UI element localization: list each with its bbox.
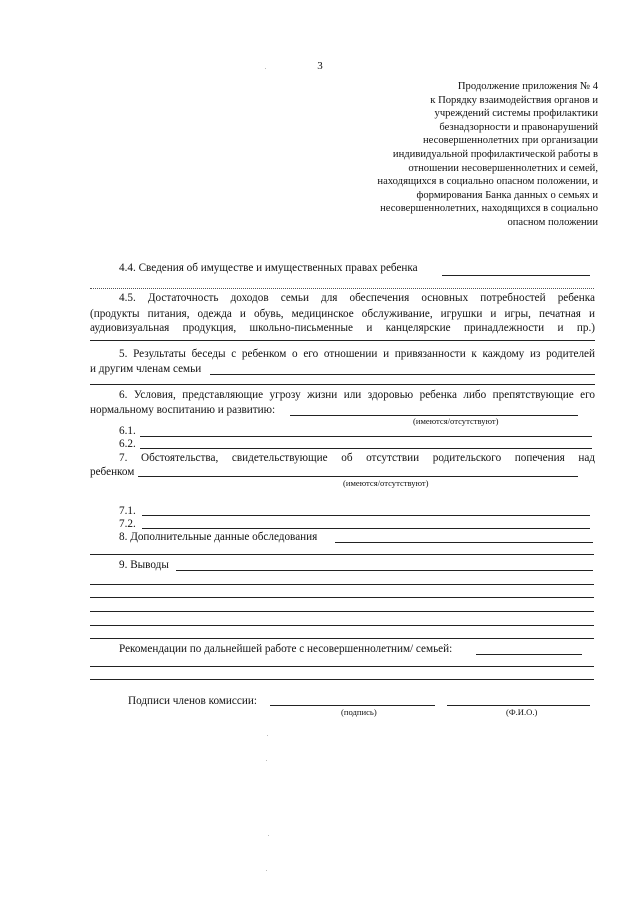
section-9-label: 9. Выводы [119,559,169,571]
page-number: 3 [317,60,323,72]
section-7-line1: 7. Обстоятельства, свидетельствующие об отсутствии родительского попечения над [119,452,595,464]
scan-speck [267,735,268,736]
section-5-line2: и другим членам семьи [90,363,202,375]
name-blank[interactable] [447,705,590,706]
header-line: к Порядку взаимодействия органов и [430,94,598,106]
section-7-caption: (имеются/отсутствуют) [343,478,429,488]
section-6-line2: нормальному воспитанию и развитию: [90,404,276,416]
header-line: опасном положении [507,216,598,228]
item-6-1-label: 6.1. [119,425,136,437]
item-7-1-label: 7.1. [119,505,136,517]
scan-speck [266,760,267,761]
item-7-2-label: 7.2. [119,518,136,530]
section-4-4-label: 4.4. Сведения об имуществе и имущественных правах ребенка [119,262,418,274]
section-9-blank-5[interactable] [90,625,594,626]
item-7-1-blank[interactable] [142,515,590,516]
signatures-label: Подписи членов комиссии: [128,695,257,707]
section-8-blank-2[interactable] [90,554,594,555]
header-line: Продолжение приложения № 4 [457,81,598,92]
section-8-label: 8. Дополнительные данные обследования [119,531,318,543]
section-4-4-blank[interactable] [442,275,590,276]
recommendations-blank-2[interactable] [90,666,594,667]
scan-speck [266,870,267,871]
section-9-blank[interactable] [176,570,593,571]
section-4-5-line1: 4.5. Достаточность доходов семьи для обеспечения основных потребностей ребенка [119,292,595,304]
recommendations-blank[interactable] [476,654,582,655]
item-7-2-blank[interactable] [142,528,590,529]
section-9-blank-6[interactable] [90,638,594,639]
section-7-line2: ребенком [90,466,135,478]
section-4-4-blank-line[interactable] [90,288,594,289]
name-caption: (Ф.И.О.) [506,707,538,717]
header-line: учреждений системы профилактики [434,108,598,120]
item-6-2-label: 6.2. [119,438,136,450]
header-line: отношении несовершеннолетних и семей, [408,162,598,174]
header-line: несовершеннолетних при организации [423,135,598,147]
section-7-status-blank[interactable] [138,476,578,477]
section-8-blank[interactable] [335,542,593,543]
header-line: безнадзорности и правонарушений [439,121,598,133]
section-6-caption: (имеются/отсутствуют) [413,416,499,426]
signature-blank[interactable] [270,705,435,706]
section-4-5-line2: (продукты питания, одежда и обувь, медицинское обслуживание, игрушки и игры, печатная и [90,308,595,320]
scan-speck [265,68,266,69]
scan-speck [268,835,269,836]
item-6-2-blank[interactable] [140,448,592,449]
header-line: формирования Банка данных о семьях и [416,189,598,201]
header-line: несовершеннолетних, находящихся в социально [380,203,598,215]
section-6-line1: 6. Условия, представляющие угрозу жизни или здоровью ребенка либо препятствующие его [119,389,595,401]
header-line: находящихся в социально опасном положении, и [377,176,598,188]
recommendations-blank-3[interactable] [90,679,594,680]
header-line: индивидуальной профилактической работы в [392,148,598,160]
recommendations-label: Рекомендации по дальнейшей работе с несовершеннолетним/ семьей: [119,643,453,655]
section-5-line1: 5. Результаты беседы с ребенком о его отношении и привязанности к каждому из родителей [119,348,595,360]
section-4-5-line3: аудиовизуальная продукция, школьно-письменные и канцелярские принадлежности и пр.) [90,322,595,334]
appendix-header [358,80,598,230]
section-9-blank-2[interactable] [90,584,594,585]
signature-caption: (подпись) [341,707,377,717]
section-9-blank-3[interactable] [90,597,594,598]
section-5-blank-2[interactable] [90,384,595,385]
item-6-1-blank[interactable] [140,436,592,437]
section-5-blank[interactable] [210,374,595,375]
section-9-blank-4[interactable] [90,611,594,612]
section-4-5-blank[interactable] [90,340,595,341]
